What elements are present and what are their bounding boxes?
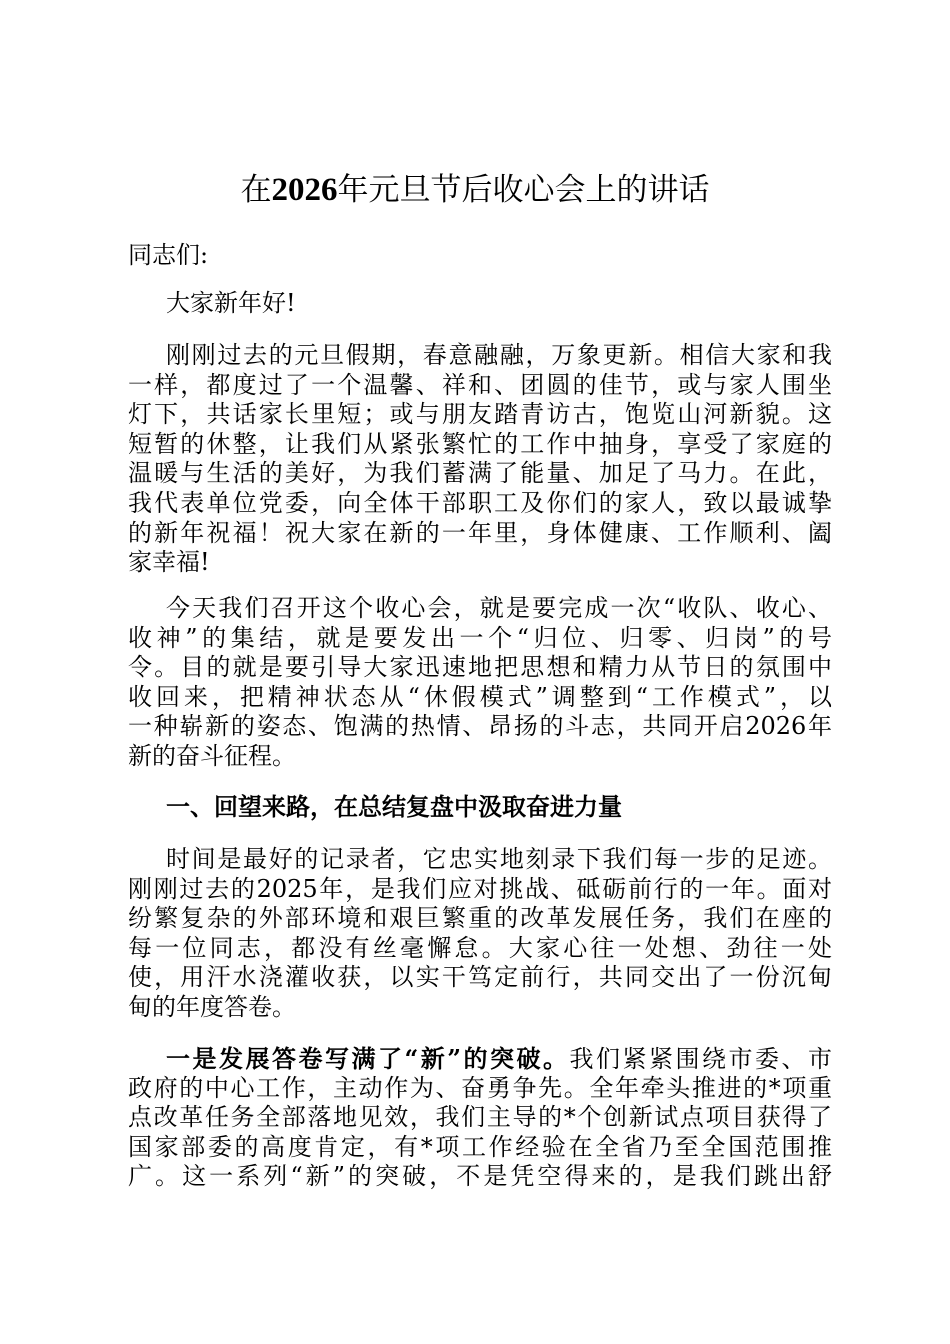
paragraph-line: 广。这一系列“新”的突破，不是凭空得来的，是我们跳出舒	[128, 1162, 832, 1191]
salutation-text: 同志们:	[128, 241, 209, 269]
paragraph-line: 一种崭新的姿态、饱满的热情、昂扬的斗志，共同开启2026年	[128, 712, 832, 741]
salutation	[128, 241, 832, 271]
section-heading-1: 一、回望来路，在总结复盘中汲取奋进力量	[166, 792, 622, 821]
paragraph-line: 刚刚过去的元旦假期，春意融融，万象更新。相信大家和我	[166, 341, 832, 369]
paragraph-line: 刚刚过去的2025年，是我们应对挑战、砥砺前行的一年。面对	[128, 874, 832, 903]
greeting	[128, 289, 832, 319]
paragraph-4	[128, 1044, 832, 1192]
paragraph-1	[128, 341, 832, 578]
paragraph-line: 点改革任务全部落地见效，我们主导的*个创新试点项目获得了	[128, 1103, 832, 1132]
paragraph-line: 收回来，把精神状态从“休假模式”调整到“工作模式”，以	[128, 682, 832, 711]
document-title	[0, 168, 950, 212]
paragraph-line: 时间是最好的记录者，它忠实地刻录下我们每一步的足迹。	[166, 845, 832, 873]
paragraph-line	[128, 1044, 832, 1074]
title-year: 2026	[271, 172, 338, 208]
paragraph-line: 国家部委的高度肯定，有*项工作经验在全省乃至全国范围推	[128, 1132, 832, 1161]
title-text-prefix: 在	[240, 172, 272, 208]
title-text-suffix: 年元旦节后收心会上的讲话	[337, 172, 710, 208]
paragraph-line: 每一位同志，都没有丝毫懈怠。大家心往一处想、劲往一处	[128, 933, 832, 962]
paragraph-lead-bold: 一是发展答卷写满了“新”的突破。	[166, 1044, 570, 1073]
paragraph-line: 使，用汗水浇灌收获，以实干笃定前行，共同交出了一份沉甸	[128, 963, 832, 992]
paragraph-line: 温暖与生活的美好，为我们蓄满了能量、加足了马力。在此，	[128, 459, 832, 488]
greeting-text: 大家新年好!	[166, 289, 296, 317]
paragraph-line: 政府的中心工作，主动作为、奋勇争先。全年牵头推进的*项重	[128, 1073, 832, 1102]
paragraph-line: 令。目的就是要引导大家迅速地把思想和精力从节日的氛围中	[128, 653, 832, 682]
paragraph-line: 家幸福!	[128, 548, 210, 577]
paragraph-line: 甸的年度答卷。	[128, 992, 296, 1021]
paragraph-3	[128, 845, 832, 1023]
paragraph-line: 的新年祝福！祝大家在新的一年里，身体健康、工作顺利、阖	[128, 518, 832, 547]
paragraph-lead-rest: 我们紧紧围绕市委、市	[569, 1045, 833, 1073]
paragraph-line: 新的奋斗征程。	[128, 741, 296, 770]
paragraph-line: 今天我们召开这个收心会，就是要完成一次“收队、收心、	[166, 594, 832, 622]
paragraph-line: 我代表单位党委，向全体干部职工及你们的家人，致以最诚挚	[128, 488, 832, 517]
paragraph-line: 短暂的休整，让我们从紧张繁忙的工作中抽身，享受了家庭的	[128, 429, 832, 458]
paragraph-line: 一样，都度过了一个温馨、祥和、团圆的佳节，或与家人围坐	[128, 370, 832, 399]
paragraph-line: 收神”的集结，就是要发出一个“归位、归零、归岗”的号	[128, 623, 832, 652]
paragraph-2	[128, 594, 832, 772]
paragraph-line: 灯下，共话家长里短；或与朋友踏青访古，饱览山河新貌。这	[128, 400, 832, 429]
paragraph-line: 纷繁复杂的外部环境和艰巨繁重的改革发展任务，我们在座的	[128, 904, 832, 933]
